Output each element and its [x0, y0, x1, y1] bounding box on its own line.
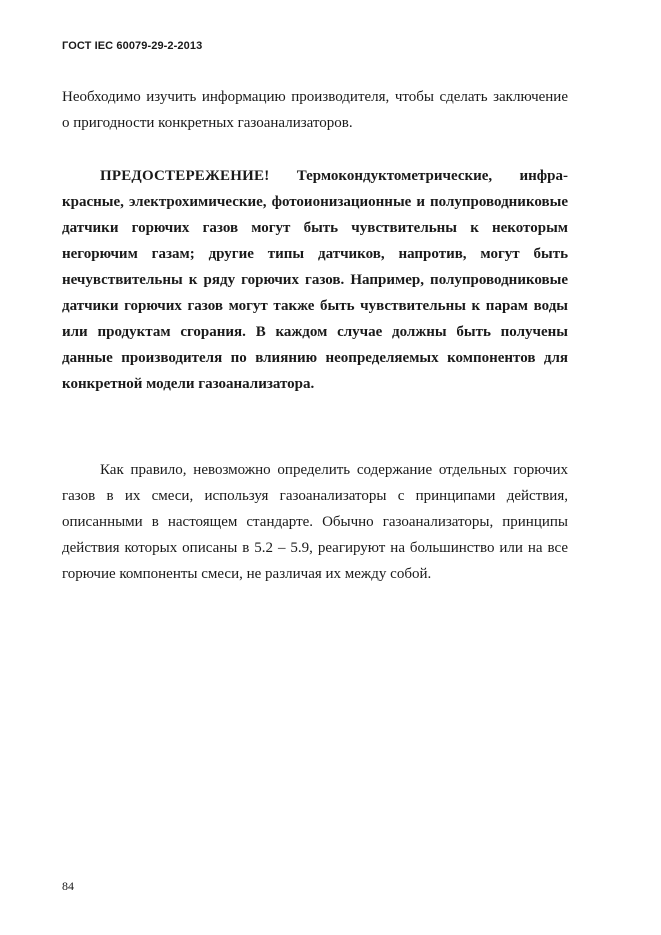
warning-block [62, 163, 568, 397]
standard-code: ГОСТ IEC 60079-29-2-2013 [62, 40, 203, 52]
warning-text: Термокондуктометрические, инфра-красные, электрохимические, фотоионизационные и полупроводниковые датчики горючих газов могут быть чувствительны к некоторым негорючим газам; другие типы датчиков, напротив, могут быть нечувствительны к ряду горючих газов. Например, полупроводниковые датчики горючих газов могут также быть чувствительны к парам воды или продуктам сгорания. В каждом случае должны быть получены данные производителя по влиянию неопределяемых компонентов для конкретной модели газоанализатора. [62, 168, 568, 392]
paragraph-1-text: Необходимо изучить информацию производителя, чтобы сделать заключение о пригодности конкретных газоанализаторов. [62, 89, 568, 131]
warning-label: ПРЕДОСТЕРЕЖЕНИЕ! [100, 168, 270, 184]
paragraph-manufacturer-info [62, 84, 568, 136]
warning-paragraph [62, 163, 568, 397]
document-header [62, 40, 202, 52]
paragraph-3-text: Как правило, невозможно определить содержание отдельных горючих газов в их смеси, используя газоанализаторы с принципами действия, описанными в настоящем стандарте. Обычно газоанализаторы, принципы действия которых описаны в 5.2 – 5.9, реагируют на большинство или на все горючие компоненты смеси, не различая их между собой. [62, 462, 568, 582]
page-number: 84 [62, 879, 74, 893]
paragraph-gas-mixtures [62, 457, 568, 587]
